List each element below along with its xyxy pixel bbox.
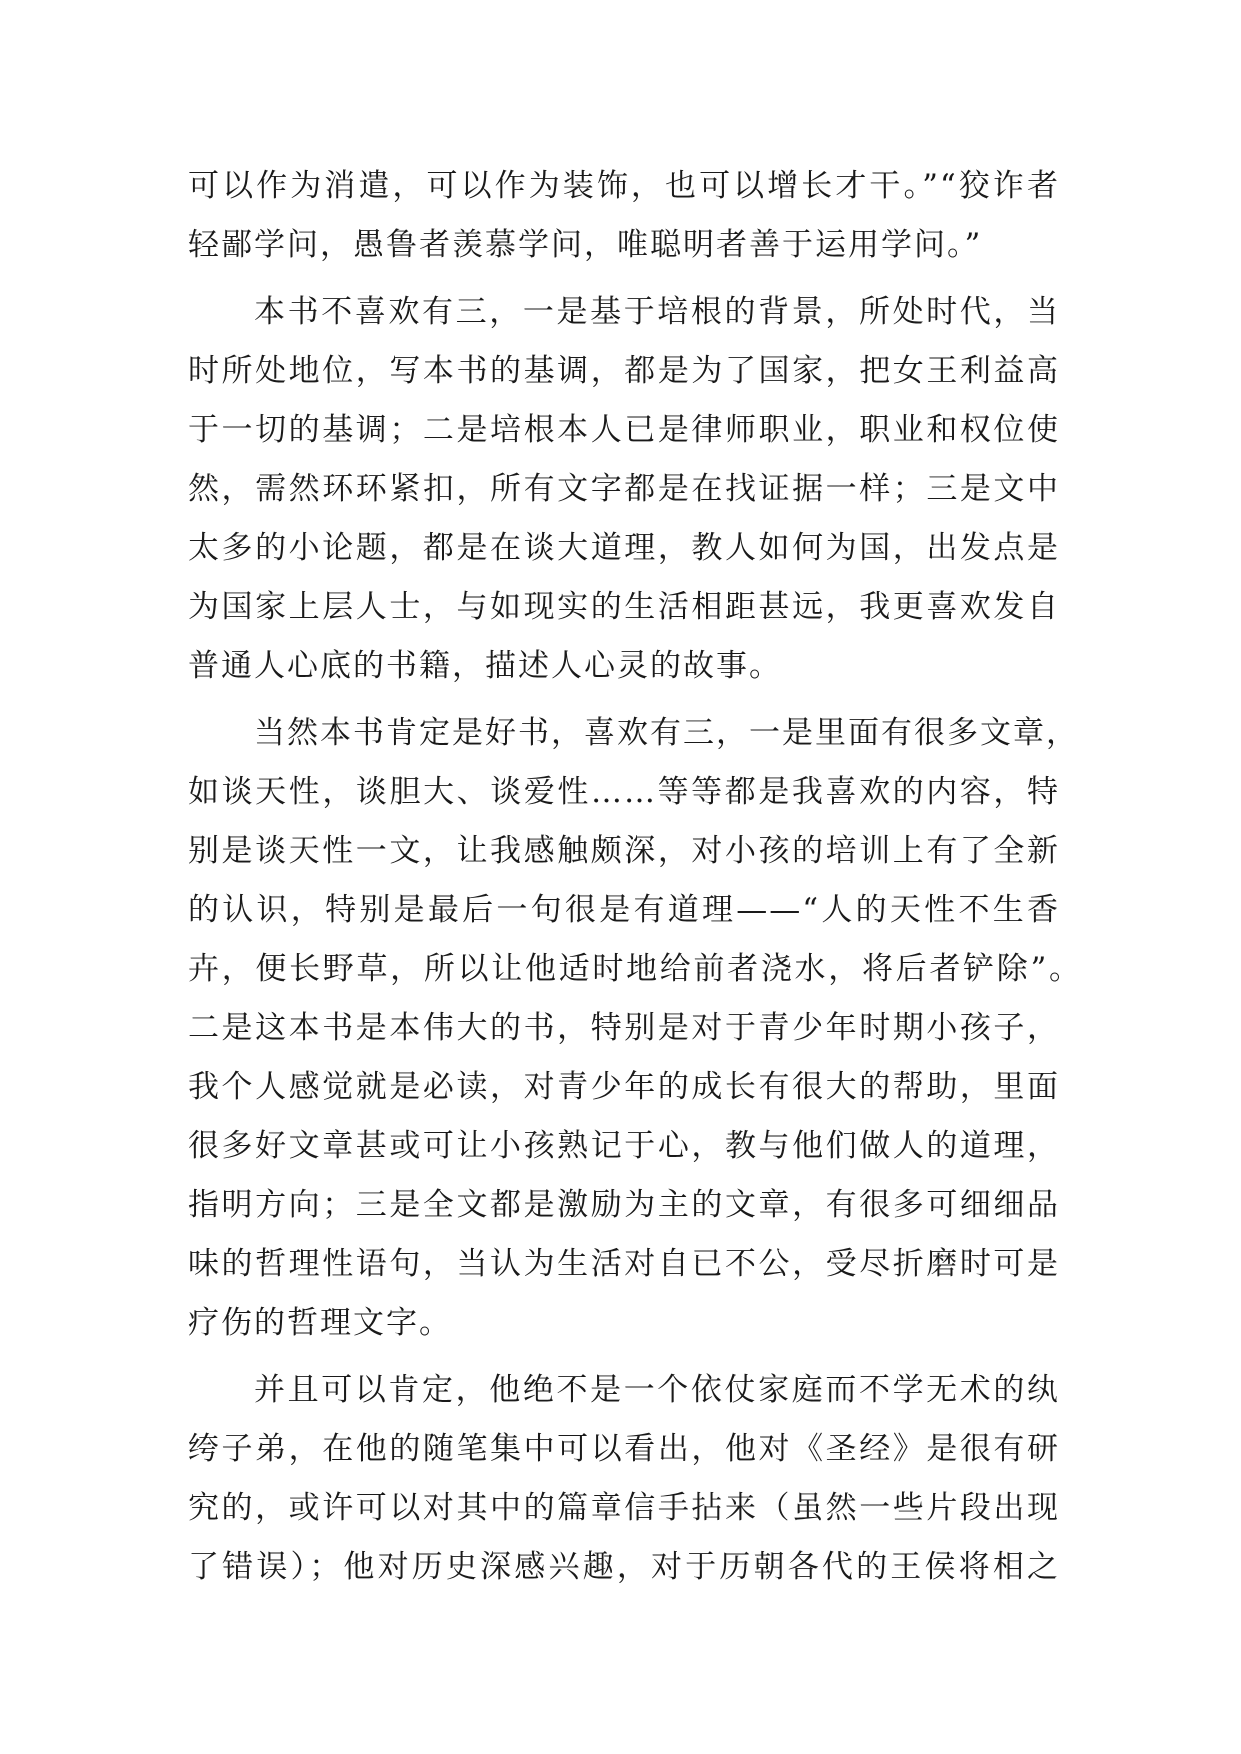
text-line: 时所处地位，写本书的基调，都是为了国家，把女王利益高 (188, 353, 1060, 389)
text-line: 味的哲理性语句，当认为生活对自已不公，受尽折磨时可是 (188, 1246, 1060, 1282)
text-line: 的认识，特别是最后一句很是有道理——“人的天性不生香 (188, 892, 1060, 928)
paragraph-4 (188, 1361, 1060, 1597)
text-line: 绔子弟，在他的随笔集中可以看出，他对《圣经》是很有研 (188, 1431, 1060, 1467)
text-line: 卉，便长野草，所以让他适时地给前者浇水，将后者铲除”。 (188, 951, 1082, 987)
paragraph-3 (188, 704, 1082, 1353)
text-line: 普通人心底的书籍，描述人心灵的故事。 (188, 648, 782, 684)
text-line: 指明方向；三是全文都是激励为主的文章，有很多可细细品 (188, 1187, 1060, 1223)
text-line: 了错误）；他对历史深感兴趣，对于历朝各代的王侯将相之 (188, 1549, 1060, 1585)
text-line: 于一切的基调；二是培根本人已是律师职业，职业和权位使 (188, 412, 1060, 448)
text-line: 然，需然环环紧扣，所有文字都是在找证据一样；三是文中 (188, 471, 1060, 507)
text-line: 当然本书肯定是好书，喜欢有三，一是里面有很多文章， (254, 715, 1079, 751)
text-line: 疗伤的哲理文字。 (188, 1305, 452, 1341)
text-line: 轻鄙学问，愚鲁者羡慕学问，唯聪明者善于运用学问。” (188, 227, 983, 263)
text-line: 并且可以肯定，他绝不是一个依仗家庭而不学无术的纨 (254, 1372, 1060, 1408)
paragraph-2 (188, 283, 1060, 696)
text-line: 我个人感觉就是必读，对青少年的成长有很大的帮助，里面 (188, 1069, 1060, 1105)
text-line: 二是这本书是本伟大的书，特别是对于青少年时期小孩子， (188, 1010, 1060, 1046)
text-line: 很多好文章甚或可让小孩熟记于心，教与他们做人的道理， (188, 1128, 1060, 1164)
text-line: 如谈天性，谈胆大、谈爱性……等等都是我喜欢的内容，特 (188, 774, 1060, 810)
text-line: 本书不喜欢有三，一是基于培根的背景，所处时代，当 (254, 294, 1060, 330)
text-line: 别是谈天性一文，让我感触颇深，对小孩的培训上有了全新 (188, 833, 1060, 869)
text-line: 可以作为消遣，可以作为装饰，也可以增长才干。”“狡诈者 (188, 168, 1060, 204)
text-line: 太多的小论题，都是在谈大道理，教人如何为国，出发点是 (188, 530, 1060, 566)
text-line: 为国家上层人士，与如现实的生活相距甚远，我更喜欢发自 (188, 589, 1060, 625)
paragraph-1 (188, 157, 1060, 275)
document-body (188, 157, 1082, 1597)
text-line: 究的，或许可以对其中的篇章信手拈来（虽然一些片段出现 (188, 1490, 1060, 1526)
